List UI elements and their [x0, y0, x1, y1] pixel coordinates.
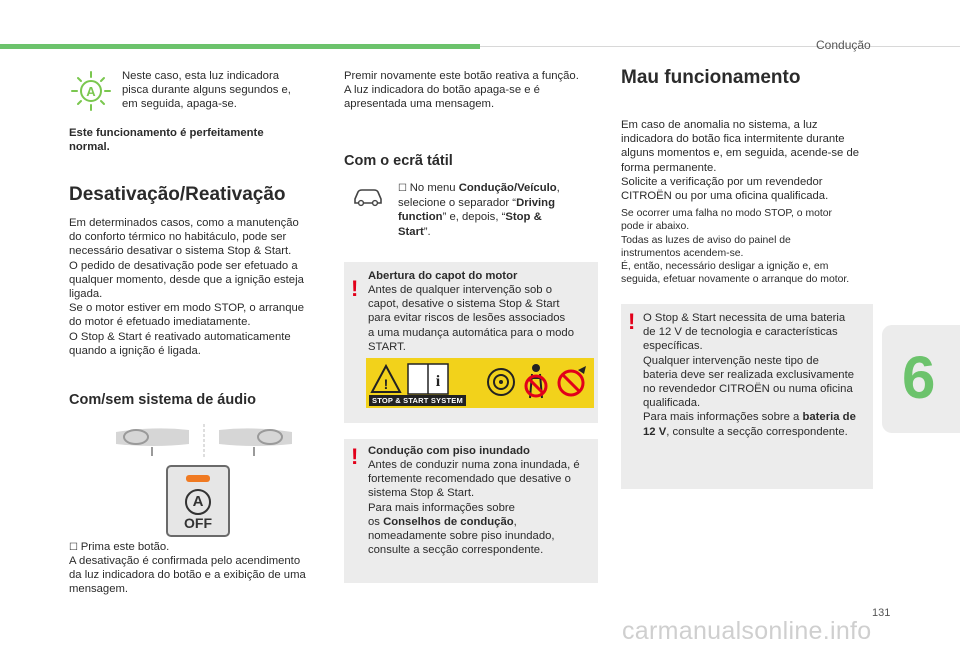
stop-start-off-button[interactable] [166, 465, 230, 537]
malfunction-paragraph-1: Em caso de anomalia no sistema, a luz indicadora do botão fica intermitente durante alguns momentos e, em seguida, acende-se de forma permanente. Solicite a verificação por um revendedor CITROËN ou por uma oficina qualificada. [621, 119, 860, 203]
indicator-note: Neste caso, esta luz indicadora pisca durante alguns segundos e, em seguida, apaga-se. [122, 70, 291, 111]
checkbox-bullet-icon: ☐ [398, 183, 410, 194]
warning-icon: ! [351, 276, 359, 301]
battery-link[interactable]: bateria de 12 V [643, 411, 856, 438]
hood-warning-box [344, 262, 598, 423]
malfunction-heading: Mau funcionamento [621, 67, 801, 88]
flood-warning-box [344, 439, 598, 583]
svg-text:A: A [86, 84, 96, 99]
header-accent-bar [0, 44, 480, 49]
audio-heading: Com/sem sistema de áudio [69, 392, 256, 408]
press-result: A desativação é confirmada pelo acendimento da luz indicadora do botão e a exibição de uma mensagem. [69, 555, 306, 596]
hood-warning-title: Abertura do capot do motor [368, 270, 518, 282]
button-indicator-led [186, 475, 210, 482]
section-title: Condução [816, 38, 871, 52]
stop-start-sticker [366, 358, 594, 408]
touchscreen-heading: Com o ecrã tátil [344, 153, 453, 169]
chapter-tab [882, 325, 960, 433]
reactivate-text: Premir novamente este botão reativa a função. A luz indicadora do botão apaga-se e é apresentada uma mensagem. [344, 70, 579, 111]
warning-icon: ! [351, 444, 359, 469]
button-off-label: OFF [184, 515, 212, 531]
sticker-label: STOP & START SYSTEM [369, 395, 466, 406]
menu-path: Condução/Veículo [458, 182, 557, 194]
battery-warning-box [621, 304, 873, 489]
chapter-number: 6 [902, 344, 936, 411]
battery-warning-body: O Stop & Start necessita de uma bateria de 12 V de tecnologia e características específicas. Qualquer intervenção neste tipo de bateria deve ser realizada exclusivamente no revendedor CITROËN ou numa oficina qualificada. Para mais informações sobre a bateria de 12 V, consulte a secção correspondente. [643, 312, 856, 438]
touchscreen-step: ☐ No menu Condução/Veículo, selecione o separador “Driving function” e, depois, “Stop & Start”. [398, 182, 560, 238]
warning-icon: ! [628, 309, 636, 334]
watermark[interactable]: carmanualsonline.info [622, 617, 872, 645]
normal-note: Este funcionamento é perfeitamente normal. [69, 127, 264, 154]
deactivation-body: Em determinados casos, como a manutenção do conforto térmico no habitáculo, pode ser necessário desativar o sistema Stop & Start. O pedido de desativação pode ser efetuado a qualquer momento, desde que a ignição esteja ligada. Se o motor estiver em modo STOP, o arranque do motor é efetuado imediatamente. O Stop & Start é reativado automaticamente quando a ignição é ligada. [69, 217, 305, 357]
svg-text:!: ! [383, 376, 389, 392]
checkbox-bullet-icon: ☐ [69, 542, 81, 553]
car-settings-icon [352, 185, 384, 207]
svg-text:i: i [435, 373, 441, 390]
item-name: Stop & Start [398, 211, 542, 238]
malfunction-paragraph-2: Se ocorrer uma falha no modo STOP, o motor pode ir abaixo. Todas as luzes de aviso do painel de instrumentos acendem-se. É, então, necessário desligar a ignição e, em seguida, efetuar novamente o arranque do motor. [621, 208, 850, 286]
driving-advice-link[interactable]: Conselhos de condução [383, 515, 514, 528]
deactivation-heading: Desativação/Reativação [69, 184, 286, 205]
auto-a-icon: A [185, 489, 211, 515]
press-button-step [69, 540, 339, 555]
indicator-icon [70, 70, 112, 112]
dashboard-illustration [114, 422, 294, 462]
flood-warning-body: Antes de conduzir numa zona inundada, é fortemente recomendado que desative o sistema Stop & Start. Para mais informações sobre os Conselhos de condução, nomeadamente sobre piso inundado, consulte a secção correspondente. [368, 459, 580, 557]
page-number: 131 [872, 607, 891, 619]
flood-warning-title: Condução com piso inundado [368, 445, 530, 457]
header-rule [480, 46, 960, 47]
tab-name: Driving function [398, 197, 555, 224]
press-text: Prima este botão. [80, 541, 170, 553]
hood-warning-body: Antes de qualquer intervenção sob o capot, desative o sistema Stop & Start para evitar riscos de lesões associados a uma mudança automática para o modo START. [368, 284, 574, 353]
